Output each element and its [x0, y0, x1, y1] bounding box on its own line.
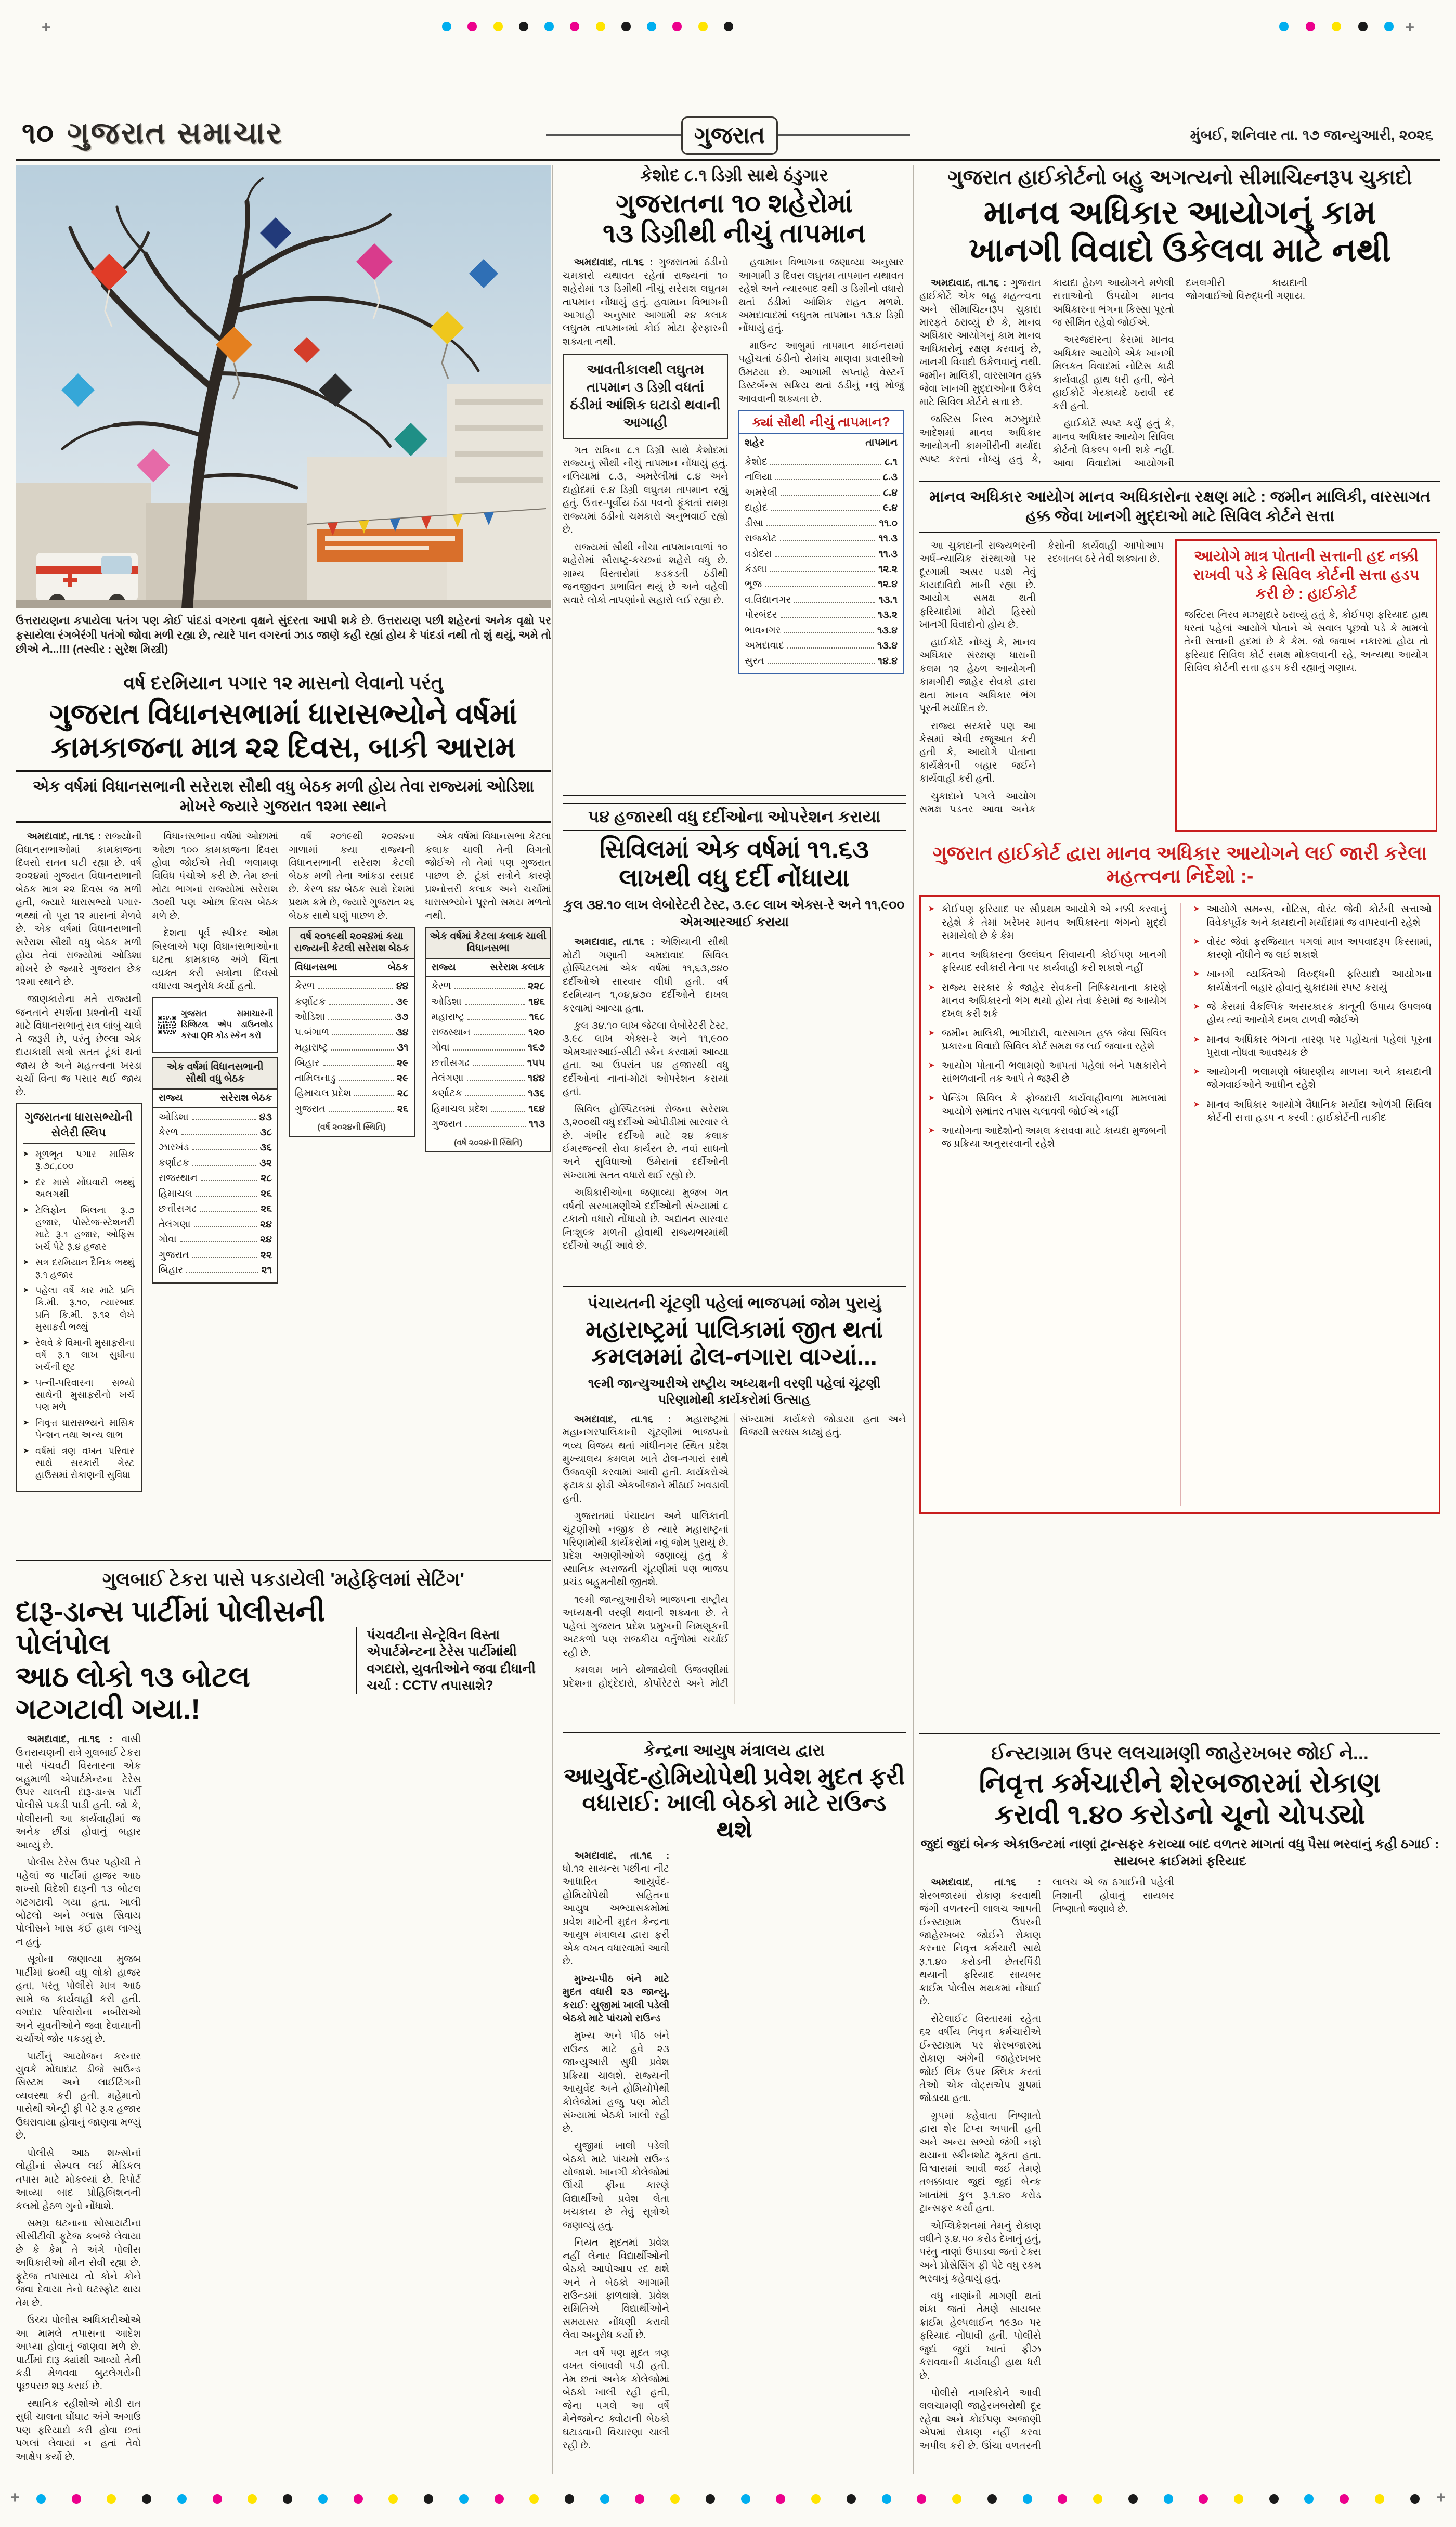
registration-dot — [1306, 22, 1315, 31]
directive-item: ➤ આયોગની ભલામણો બંધારણીય માળખા અને કાયદાની જોગવાઈઓને આધીન રહેશે — [1193, 1066, 1432, 1092]
article-headline: ગુજરાત વિધાનસભામાં ધારાસભ્યોને વર્ષમાં કામકાજના માત્ર ૨૨ દિવસ, બાકી આરામ — [49, 697, 517, 764]
table-row: વડોદરા ૧૧.૩ — [745, 548, 898, 560]
table-row: મહારાષ્ટ્ર ૧૬૮ — [431, 1012, 545, 1023]
paragraph: જસ્ટિસ નિરવ મઝમુદારે આદેશમાં માનવ અધિકાર આયોગની કામગીરીની મર્યાદા સ્પષ્ટ કરતાં નોંધ્યું હતું કે, કાયદા હેઠળ આયોગને મળેલી સત્તાઓનો ઉપયોગ માનવ અધિકારના ભંગના કિસ્સા પૂરતો જ સીમિત રહેવો જોઈએ. — [919, 277, 1174, 465]
table-row: ભૂજ ૧૨.૪ — [745, 579, 898, 590]
table-row: ઝારખંડ ૩૬ — [158, 1142, 272, 1154]
article-kicker: કેન્દ્રના આયુષ મંત્રાલય દ્વારા — [643, 1741, 825, 1759]
table-row: કેરળ ૩૮ — [158, 1126, 272, 1138]
dateline: અમદાવાદ, તા.૧૬ : — [27, 831, 101, 843]
article-body — [16, 1733, 551, 2476]
headline-row — [16, 1595, 551, 1726]
article-body — [563, 1849, 906, 2474]
article-boldlead: ૧૯મી જાન્યુઆરીએ રાષ્ટ્રીય અધ્યક્ષની વરણી પહેલાં ચૂંટણી પરિણામોથી કાર્યકરોમાં ઉત્સાહ — [588, 1376, 881, 1407]
dateline: અમદાવાદ, તા.૧૬ : — [931, 1877, 1041, 1888]
registration-dot — [882, 2494, 891, 2504]
table-row: ગોવા ૧૬૭ — [431, 1042, 545, 1054]
registration-cross: + — [1436, 2489, 1446, 2506]
table-body — [426, 977, 551, 1136]
photo-kites-in-tree — [16, 165, 551, 608]
article-high-court — [919, 165, 1440, 1726]
article-subhead: પંચવટીના સેન્ટ્રેવિન વિસ્તા એપાર્ટમેન્ટના ટેરેસ પાર્ટીમાંથી વગદારો, યુવતીઓને જવા દીધાની ચર્ચા : CCTV તપાસાશે? — [356, 1627, 551, 1694]
article-body — [919, 1876, 1440, 2464]
table-row: મહારાષ્ટ્ર ૩૧ — [295, 1042, 409, 1054]
paragraph: અધિકારીઓના જણાવ્યા મુજબ ગત વર્ષની સરખામણીએ દર્દીઓની સંખ્યામાં ૮ ટકાનો વધારો નોંધાયો છે. અદ્યતન સારવાર નિઃશુલ્ક મળતી હોવાથી રાજ્યભરમાંથી દર્દીઓ અહીં આવે છે. — [563, 1187, 729, 1252]
body-column-4 — [425, 830, 552, 1496]
table-row: હિમાચલ ૨૬ — [158, 1188, 272, 1199]
table-header: વિધાનસભા બેઠક — [290, 959, 414, 977]
registration-dot — [142, 2494, 151, 2504]
directive-item: ➤ માનવ અધિકારના ઉલ્લંઘન સિવાયની કોઈપણ ખાનગી ફરિયાદ સ્વીકારી તેના પર કાર્યવાહી કરી શકાશે નહીં — [928, 949, 1167, 975]
table-row: હિમાચલ પ્રદેશ ૨૮ — [295, 1088, 409, 1099]
photo-caption — [16, 614, 551, 657]
paragraph-list — [289, 830, 415, 923]
paragraph: ૧૯મી જાન્યુઆરીએ ભાજપના રાષ્ટ્રીય અધ્યક્ષની વરણી થવાની શક્યતા છે. તે પહેલાં ગુજરાત પ્રદેશ પ્રમુખની નિમણૂકની અટકળો પણ રાજકીય વર્તુળોમાં ચર્ચાઈ રહી છે. — [563, 1594, 729, 1658]
registration-dot — [529, 2494, 539, 2504]
article-liquor-party — [16, 1569, 551, 2476]
article-headline: ગુજરાતના ૧૦ શહેરોમાં ૧૩ ડિગ્રીથી નીચું તાપમાન — [603, 188, 866, 249]
table-row: ભાવનગર ૧૩.૪ — [745, 625, 898, 636]
registration-dot — [213, 2494, 222, 2504]
salary-item: ➤ વર્ષમાં ત્રણ વખત પરિવાર સાથે સરકારી ગેસ્ટ હાઉસમાં રોકાણની સુવિધા — [23, 1445, 135, 1482]
table-row: રાજસ્થાન ૧૨૦ — [431, 1027, 545, 1038]
paragraph-list — [16, 1856, 141, 2464]
registration-dot — [388, 2494, 398, 2504]
dateline: અમદાવાદ, તા.૧૬ : — [931, 277, 1007, 289]
table-row: ઓડિશા ૧૪૬ — [431, 996, 545, 1007]
paragraph: રાજ્યમાં સૌથી નીચા તાપમાનવાળાં ૧૦ શહેરોમાં સૌરાષ્ટ્ર-કચ્છનાં શહેરો વધુ છે. ગ્રામ્ય વિસ્તારોમાં કડકડતી ઠંડીથી જનજીવન પ્રભાવિત થયું છે અને વહેલી સવારે લોકો તાપણાંનો સહારો લઈ રહ્યા છે. — [563, 541, 728, 606]
paragraph: ઉચ્ચ પોલીસ અધિકારીઓએ આ મામલે તપાસના આદેશ આપ્યા હોવાનું જાણવા મળે છે. પાર્ટીમાં દારૂ ક્યાંથી આવ્યો તેની કડી મેળવવા બુટલેગરોની પૂછપરછ શરૂ કરાઈ છે. — [16, 2315, 141, 2392]
salary-items — [23, 1148, 135, 1482]
directives-right — [1180, 903, 1432, 1506]
article-body-2 — [919, 539, 1440, 832]
table-row: દાહોદ ૯.૪ — [745, 502, 898, 514]
table-row: બિહાર ૨૧ — [158, 1265, 272, 1276]
article-headline: નિવૃત્ત કર્મચારીને શેરબજારમાં રોકાણ કરાવી ૧.૪૦ કરોડનો ચૂનો ચોપડ્યો — [979, 1768, 1381, 1830]
table-header: રાજ્ય સરેરાશ બેઠક — [153, 1090, 278, 1107]
table-row: પોરબંદર ૧૩.૨ — [745, 610, 898, 621]
column-divider — [552, 165, 553, 2474]
paragraph: દેશના પૂર્વ સ્પીકર ઓમ બિરલાએ પણ વિધાનસભાઓના ઘટતા કામકાજ અંગે ચિંતા વ્યક્ત કરી સત્રોના દિવસો વધારવા અનુરોધ કર્યો હતો. — [152, 928, 278, 992]
table-body — [153, 1108, 278, 1282]
table-row: ગુજરાત ૨૬ — [295, 1103, 409, 1115]
article-fraud — [919, 1742, 1440, 2474]
registration-dot — [1375, 2494, 1384, 2504]
table-body — [739, 452, 903, 673]
table-row: રાજસ્થાન ૨૮ — [158, 1173, 272, 1184]
table-header: શહેર તાપમાન — [739, 434, 903, 452]
article-kicker: કેશોદ ૮.૧ ડિગ્રી સાથે ઠંડુગાર — [640, 165, 828, 185]
registration-dot — [1023, 2494, 1032, 2504]
table-row: સુરત ૧૪.૪ — [745, 655, 898, 667]
registration-dot — [519, 22, 528, 31]
registration-dot — [1358, 22, 1368, 31]
table-title: વર્ષ ૨૦૧૯થી ૨૦૨૪માં કયા રાજ્યની કેટલી સરેરાશ બેઠક — [290, 928, 414, 959]
salary-item: ➤ પત્ની-પરિવારના સભ્યો સાથેની મુસાફરીનો ખર્ચ પણ મળે — [23, 1377, 135, 1414]
paragraph: માઉન્ટ આબુમાં તાપમાન માઈનસમાં પહોંચતાં ઠંડીનો રોમાંચ માણવા પ્રવાસીઓ ઉમટયા છે. આગામી સપ્તાહે વેસ્ટર્ન ડિસ્ટર્બન્સ સક્રિય થતાં ઠંડીનું નવું મોજું આવવાની શક્યતા છે. — [738, 340, 904, 405]
table-row: વ.વિદ્યાનગર ૧૩.૧ — [745, 594, 898, 605]
registration-dot — [1164, 2494, 1173, 2504]
paragraph: અરજદારના કેસમાં માનવ અધિકાર આયોગે એક ખાનગી મિલકત વિવાદમાં નોટિસ કાઢી કાર્યવાહી હાથ ધરી હતી, જેને હાઈકોર્ટે ગેરકાયદે ઠરાવી રદ કરી હતી. — [1052, 334, 1174, 412]
registration-dot — [741, 2494, 750, 2504]
registration-marks-top-right — [1279, 22, 1394, 31]
article-headline: આયુર્વેદ-હોમિયોપેથી પ્રવેશ મુદત ફરી વધારાઈ: ખાલી બેઠકો માટે રાઉન્ડ થશે — [563, 1763, 905, 1843]
paragraph: મુખ્ય અને પીઠ બંને રાઉન્ડ માટે હવે ૨૩ જાન્યુઆરી સુધી પ્રવેશ પ્રક્રિયા ચાલશે. રાજ્યની આયુર્વેદ અને હોમિયોપેથી કોલેજોમાં હજુ પણ મોટી સંખ્યામાં બેઠકો ખાલી રહી છે. — [563, 2030, 670, 2134]
article-civil-hospital — [563, 803, 906, 1280]
paragraph: વધુ નાણાંની માગણી થતાં શંકા જતાં તેમણે સાયબર ક્રાઈમ હેલ્પલાઈન ૧૯૩૦ પર ફરિયાદ નોંધાવી હતી. પોલીસે જુદાં જુદાં ખાતાં ફ્રીઝ કરાવવાની કાર્યવાહી હાથ ધરી છે. — [919, 2290, 1041, 2381]
article-ayush — [563, 1741, 906, 2474]
article-divider — [563, 1286, 906, 1287]
table-row: અમદાવાદ ૧૩.૪ — [745, 640, 898, 652]
article-intro — [919, 277, 1440, 474]
article-boldlead: કુલ ૩૪.૧૦ લાખ લેબોરેટરી ટેસ્ટ, ૩.૯૮ લાખ એક્સ-રે અને ૧૧,૯૦૦ એમઆરઆઈ કરાયા — [564, 898, 905, 929]
paragraph: સમગ્ર ઘટનાના સોસાયટીના સીસીટીવી ફૂટેજ કબજે લેવાયા છે કે કેમ તે અંગે પોલીસ અધિકારીઓ મૌન સેવી રહ્યા છે. ફૂટેજ તપાસાય તો કોને કોને જવા દેવાયા તેનો ઘટસ્ફોટ થાય તેમ છે. — [16, 2218, 141, 2309]
registration-dot — [72, 2494, 81, 2504]
article-boldlead: જુદાં જુદાં બેન્ક એકાઉન્ટમાં નાણાં ટ્રાન્સફર કરાવ્યા બાદ વળતર માગતાં વધુ પૈસા ભરવાનું કહી ઠગાઈ : સાયબર ક્રાઈમમાં ફરિયાદ — [920, 1837, 1439, 1869]
page-number: ૧૦ — [22, 116, 54, 149]
directives-box — [919, 895, 1440, 1514]
article-divider — [563, 1732, 906, 1733]
paragraph: કુલ ૩૪.૧૦ લાખ જેટલા લેબોરેટરી ટેસ્ટ, ૩.૯૮ લાખ એક્સ-રે અને ૧૧,૯૦૦ એમઆરઆઈ-સીટી સ્કેન કરવામાં આવ્યા હતા. આ ઉપરાંત ૫૪ હજારથી વધુ દર્દીઓનાં નાનાં-મોટાં ઓપરેશન કરાયાં હતાં. — [563, 1020, 729, 1098]
paragraph: સિવિલ હોસ્પિટલમાં રોજના સરેરાશ ૩,૨૦૦થી વધુ દર્દીઓ ઓપીડીમાં સારવાર લે છે. ગંભીર દર્દીઓ માટે ૨૪ કલાક ઈમરજન્સી સેવા કાર્યરત છે. નવાં સાધનો અને સુવિધાઓ ઉમેરાતાં દર્દીઓની સંખ્યામાં સતત વધારો થઈ રહ્યો છે. — [563, 1104, 729, 1181]
table-row: નલિયા ૮.૩ — [745, 472, 898, 483]
lead-paragraph: અમદાવાદ, તા.૧૬ : શેરબજારમાં રોકાણ કરવાથી જંગી વળતરની લાલચ આપતી ઈન્સ્ટાગ્રામ ઉપરની જાહેરખબર જોઈને રોકાણ કરનાર નિવૃત્ત કર્મચારી સાથે રૂ.૧.૪૦ કરોડની છેતરપિંડી થયાની ફરિયાદ સાયબર ક્રાઈમ પોલીસ મથકમાં નોંધાઈ છે. — [919, 1877, 1041, 2007]
table-row: કર્ણાટક ૧૩૬ — [431, 1088, 545, 1099]
registration-dot — [495, 2494, 504, 2504]
body-column-2 — [152, 830, 279, 1496]
registration-dot — [698, 22, 708, 31]
directive-item: ➤ ખાનગી વ્યક્તિઓ વિરુદ્ધની ફરિયાદો આયોગના કાર્યક્ષેત્રની બહાર હોવાનું ચુકાદામાં સ્પષ્ટ કરાયું — [1193, 968, 1432, 994]
paragraph: એક વર્ષમાં વિધાનસભા કેટલા કલાક ચાલી તેની વિગતો જોઈએ તો તેમાં પણ ગુજરાત પાછળ છે. ટૂંકાં સત્રોને કારણે પ્રશ્નોત્તરી કલાક અને ચર્ચામાં ધારાસભ્યોને પૂરતો સમય મળતો નથી. — [425, 831, 551, 922]
article-body — [563, 256, 906, 678]
article-divider — [16, 1560, 551, 1561]
salary-box — [16, 1103, 142, 1492]
dateline: અમદાવાદ, તા.૧૬ : — [574, 937, 654, 948]
paragraph: પાર્ટીનું આયોજન કરનાર યુવકે મોંઘાદાટ ડીજે સાઉન્ડ સિસ્ટમ અને લાઈટિંગની વ્યવસ્થા કરી હતી. મહેમાનો પાસેથી એન્ટ્રી ફી પેટે રૂ.૨ હજાર ઉઘરાવાયા હોવાનું જાણવા મળ્યું છે. — [16, 2051, 141, 2142]
registration-dot — [670, 2494, 680, 2504]
table-row: કેશોદ ૮.૧ — [745, 456, 898, 468]
article-kicker: ૫૪ હજારથી વધુ દર્દીઓના ઓપરેશન કરાયા — [563, 803, 906, 831]
directive-item: ➤ આયોગના આદેશોનો અમલ કરાવવા માટે કાયદા મુજબની જ પ્રક્રિયા અનુસરવાની રહેશે — [928, 1124, 1167, 1151]
registration-dot — [1279, 22, 1289, 31]
lead-paragraph: અમદાવાદ, તા.૧૬ : ધો.૧૨ સાયન્સ પછીના નીટ આધારિત આયુર્વેદ-હોમિયોપેથી સહિતના આયુષ અભ્યાસક્રમોમાં પ્રવેશ માટેની મુદત કેન્દ્રના આયુષ મંત્રાલય દ્વારા ફરી એક વખત વધારવામાં આવી છે. — [563, 1850, 670, 1967]
table-title: એક વર્ષમાં વિધાનસભાની સૌથી વધુ બેઠક — [153, 1058, 278, 1090]
paragraph: વિધાનસભાના વર્ષમાં ઓછામાં ઓછા ૧૦૦ કામકાજના દિવસ હોવા જોઈએ તેવી ભલામણ વિવિધ પંચોએ કરી છે. તેમ છતાં મોટા ભાગનાં રાજ્યોમાં સરેરાશ ૩૦થી પણ ઓછા દિવસ બેઠક મળે છે. — [152, 831, 278, 922]
table-row: તેલંગણા ૨૪ — [158, 1219, 272, 1230]
article-assembly — [16, 672, 551, 1556]
article-kamalam — [563, 1294, 906, 1726]
registration-dot — [987, 2494, 997, 2504]
paragraph: સૂત્રોના જણાવ્યા મુજબ પાર્ટીમાં ૪૦થી વધુ લોકો હાજર હતા, પરંતુ પોલીસે માત્ર આઠ સામે જ કાર્યવાહી કરી હતી. વગદાર પરિવારોના નબીરાઓ અને યુવતીઓને જવા દેવાયાની ચર્ચાએ જોર પકડ્યું છે. — [16, 1954, 141, 2045]
article-kicker: ગુલબાઈ ટેકરા પાસે પકડાયેલી 'મહે​ફિલમાં સેટિંગ' — [102, 1569, 465, 1590]
directive-item: ➤ રાજ્ય સરકાર કે જાહેર સેવકની નિષ્ક્રિયતાના કારણે માનવ અધિકારનો ભંગ થયો હોય તેવા કેસમાં જ આયોગ દખલ કરી શકે — [928, 981, 1167, 1021]
registration-dot — [1128, 2494, 1138, 2504]
paragraph: આ ચુકાદાની રાજ્યભરની અર્ધ-ન્યાયિક સંસ્થાઓ પર દૂરગામી અસર પડશે તેવું કાયદાવિદો માની રહ્યા છે. આયોગ સમક્ષ થતી ફરિયાદોમાં મોટો હિસ્સો ખાનગી વિવાદોનો હોય છે. — [919, 540, 1036, 631]
registration-dot — [1269, 2494, 1279, 2504]
caption-text: ઉત્તરાયણના કપાયેલા પતંગ પણ કોઈ પાંદડાં વગરના વૃક્ષને સુંદરતા આપી શકે છે. ઉત્તરાયણ પછી શહેરનાં અનેક વૃક્ષો પર ફસાયેલા રંગબેરંગી પતંગો જોવા મળી રહ્યા છે, ત્યારે પાન વગરનાં ઝાડ જાણે કહી રહ્યાં હોય કે પાંદડાં નથી તો શું થયું, અમે તો છીએ ને...!!! — [16, 615, 551, 656]
registration-marks-bottom — [36, 2494, 1420, 2504]
registration-dot — [776, 2494, 785, 2504]
registration-dot — [493, 22, 503, 31]
paragraph-list — [16, 993, 142, 1099]
table-caption: (વર્ષ ૨૦૨૪ની સ્થિતિ) — [454, 1138, 523, 1147]
article-kicker: ગુજરાત હાઈકોર્ટનો બહુ અગત્યનો સીમાચિહ્નરૂપ ચુકાદો — [947, 166, 1412, 189]
qr-promo-box — [152, 997, 279, 1053]
paragraph-list — [425, 830, 552, 923]
photo-credit: (તસ્વીર : સુરેશ મિસ્ત્રી) — [73, 643, 168, 656]
salary-box-title: ગુજરાતના ધારાસભ્યોની સેલેરી સ્લિપ — [23, 1109, 135, 1144]
directive-item: ➤ જે કેસમાં વૈકલ્પિક અસરકારક કાનૂની ઉપાય ઉપલબ્ધ હોય ત્યાં આયોગે દખલ ટાળવી જોઈએ — [1193, 1001, 1432, 1027]
table-row: કર્ણાટક ૩૯ — [295, 996, 409, 1007]
lead-paragraph: અમદાવાદ, તા.૧૬ : ગુજરાત હાઈકોર્ટે એક બહુ મહત્ત્વના અને સીમાચિહ્નરૂપ ચુકાદા મારફતે ઠરાવ્યું છે કે, માનવ અધિકાર આયોગનું કામ માનવ અધિકારોનું રક્ષણ કરવાનું છે, ખાનગી વિવાદો ઉકેલવાનું નથી. જમીન માલિકી, વારસાગત હક્ક જેવા ખાનગી મુદ્દાઓના ઉકેલ માટે સિવિલ કોર્ટને સત્તા છે. — [919, 277, 1041, 408]
paragraph: પોલીસે નાગરિકોને આવી લલચામણી જાહેરખબરોથી દૂર રહેવા અને કોઈપણ અજાણી એપમાં રોકાણ નહીં કરવા અપીલ કરી છે. ઊંચા વળતરની લાલચ એ જ ઠગાઈની પહેલી નિશાની હોવાનું સાયબર નિષ્ણાતો જણાવે છે. — [919, 1877, 1174, 2452]
article-headline: મહારાષ્ટ્રમાં પાલિકામાં જીત થતાં કમલમમાં ઢોલ-નગારા વાગ્યાં... — [586, 1315, 883, 1370]
registration-dot — [467, 22, 477, 31]
registration-dot — [177, 2494, 187, 2504]
body-columns — [919, 539, 1164, 831]
registration-dot — [952, 2494, 961, 2504]
registration-dot — [635, 2494, 644, 2504]
registration-dot — [248, 2494, 257, 2504]
registration-dot — [724, 22, 733, 31]
paragraph: પોલીસ ટેરેસ ઉપર પહોંચી તે પહેલાં જ પાર્ટીમાં હાજર આઠ શખ્સો વિદેશી દારૂની ૧૩ બોટલ ગટગટાવી ગયા હતા. ખાલી બોટલો અને ગ્લાસ સિવાય પોલીસને ખાસ કંઈ હાથ લાગ્યું ન હતું. — [16, 1857, 141, 1948]
paragraph: વર્ષ ૨૦૧૯થી ૨૦૨૪ના ગાળામાં કયા રાજ્યની વિધાનસભાની સરેરાશ કેટલી બેઠક મળી તેના આંકડા રસપ્રદ છે. કેરળ ૪૪ બેઠક સાથે દેશમાં પ્રથમ ક્રમે છે, જ્યારે ગુજરાત ૨૬ બેઠક સાથે ઘણું પાછળ છે. — [289, 831, 415, 922]
temperature-table — [738, 410, 904, 674]
table-header: રાજ્ય સરેરાશ કલાક — [426, 959, 551, 977]
table-row: છત્તીસગઢ ૧૫૫ — [431, 1057, 545, 1069]
article-headline: માનવ અધિકાર આયોગનું કામ ખાનગી વિવાદો ઉકેલવા માટે નથી — [969, 195, 1391, 268]
dateline: અમદાવાદ, તા.૧૬ : — [574, 1414, 671, 1425]
registration-dot — [318, 2494, 328, 2504]
article-subhead-band: માનવ અધિકાર આયોગ માનવ અધિકારોના રક્ષણ માટે : જમીન માલિકી, વારસાગત હક્ક જેવા ખાનગી મુદ્દાઓ માટે સિવિલ કોર્ટને સત્તા — [919, 481, 1440, 533]
masthead-block — [22, 115, 283, 151]
table-row: બિહાર ૨૯ — [295, 1057, 409, 1069]
registration-dot — [706, 2494, 715, 2504]
paragraph: સ્થાનિક રહીશોએ મોડી રાત સુધી ચાલતા ઘોંઘાટ અંગે અગાઉ પણ ફરિયાદો કરી હોવા છતાં પગલાં લેવાયાં ન હતાં તેવો આક્ષેપ કર્યો છે. — [16, 2398, 141, 2463]
registration-dot — [1304, 2494, 1314, 2504]
body-column-1 — [16, 830, 142, 1496]
table-row: ગુજરાત ૨૨ — [158, 1249, 272, 1261]
salary-item: ➤ રેલવે કે વિમાની મુસાફરીના વર્ષે રૂ.૧ લાખ સુધીના ખર્ચની છૂટ — [23, 1337, 135, 1373]
registration-dot — [1199, 2494, 1208, 2504]
paragraph: ગ્રુપમાં કહેવાતા નિષ્ણાતો દ્વારા શેર ટિપ્સ અપાતી હતી અને અન્ય સભ્યો જંગી નફો થયાના સ્ક્રીનશોટ મૂકતા હતા. વિશ્વાસમાં આવી જઈ તેમણે તબક્કાવાર જુદાં જુદાં બેન્ક ખાતાંમાં કુલ રૂ.૧.૪૦ કરોડ ટ્રાન્સફર કર્યા હતા. — [919, 2110, 1041, 2214]
registration-dot — [1332, 22, 1341, 31]
table-row: તામિલનાડુ ૨૯ — [295, 1072, 409, 1084]
bold-subparagraph: મુખ્ય-પીઠ બંને માટે મુદત વધારી ૨૩ જાન્યુ. કરાઈ: યુજીમાં ખાલી પડેલી બેઠકો માટે પાંચમો રાઉન્ડ — [563, 1973, 670, 2024]
registration-dot — [1340, 2494, 1349, 2504]
paragraph: હાઈકોર્ટે નોંધ્યું કે, માનવ અધિકાર સંરક્ષણ ધારાની કલમ ૧૨ હેઠળ આયોગની કામગીરી જાહેર સેવકો દ્વારા થતા માનવ અધિકાર ભંગ પૂરતી મર્યાદિત છે. — [919, 637, 1036, 715]
registration-dot — [1093, 2494, 1102, 2504]
directive-item: ➤ વોરંટ જેવાં ફરજિયાત પગલાં માત્ર અપવાદરૂપ કિસ્સામાં, કારણો નોંધીને જ લઈ શકાશે — [1193, 936, 1432, 962]
paragraph: જાણકારોના મતે રાજ્યની જનતાને સ્પર્શતા પ્રશ્નોની ચર્ચા માટે વિધાનસભાનું સત્ર લાંબું ચાલે તે જરૂરી છે, પરંતુ છેલ્લા એક દાયકાથી સત્રો સતત ટૂંકાં થતાં જાય છે અને મહત્ત્વના ખરડા ચર્ચા વિના જ પસાર થઈ જાય છે. — [16, 994, 142, 1098]
section-title: ગુજરાત — [681, 116, 778, 155]
paragraph-list — [738, 256, 904, 406]
registration-dot — [442, 22, 451, 31]
registration-dot — [1234, 2494, 1243, 2504]
registration-dot — [621, 22, 631, 31]
table-most-sittings — [152, 1057, 279, 1283]
registration-dot — [647, 22, 656, 31]
registration-dot — [917, 2494, 926, 2504]
kites-tree-photo — [16, 165, 551, 608]
table-row: ડીસા ૧૧.૦ — [745, 517, 898, 529]
registration-dot — [565, 2494, 574, 2504]
salary-item: ➤ પહેલા વર્ષે કાર માટે પ્રતિ કિ.મી. રૂ.૧૦, ત્યારબાદ પ્રતિ કિ.મી. રૂ.૧૨ લેખે મુસાફરી ભથ્થું — [23, 1285, 135, 1333]
column-divider — [913, 165, 914, 2474]
dateline: અમદાવાદ, તા.૧૬ : — [574, 257, 653, 268]
table-title: ક્યાં સૌથી નીચું તાપમાન? — [739, 411, 903, 434]
paragraph: એપ્લિકેશનમાં તેમનું રોકાણ વધીને રૂ.૪.૫૦ કરોડ દેખાતું હતું, પરંતુ નાણાં ઉપાડવા જતાં ટેક્સ અને પ્રોસેસિંગ ફી પેટે વધુ રકમ ભરવાનું કહેવાયું હતું. — [919, 2220, 1041, 2285]
registration-dot — [672, 22, 682, 31]
table-row: ઓડિશા ૩૭ — [295, 1012, 409, 1023]
article-kicker: પંચાયતની ચૂંટણી પહેલાં ભાજપમાં જોમ પુરાયું — [587, 1294, 881, 1312]
registration-dot — [36, 2494, 46, 2504]
table-row: કંડલા ૧૨.૨ — [745, 563, 898, 575]
paragraph-list — [152, 830, 279, 993]
paragraph: સેટેલાઈટ વિસ્તારમાં રહેતા ૬૨ વર્ષીય નિવૃત્ત કર્મચારીએ ઈન્સ્ટાગ્રામ પર શેરબજારમાં રોકાણ અંગેની જાહેરખબર જોઈ લિંક ઉપર ક્લિક કરતાં તેઓ એક વોટ્સએપ ગ્રુપમાં જોડાયા હતા. — [919, 2013, 1041, 2104]
registration-dot — [1384, 22, 1394, 31]
registration-dot — [811, 2494, 821, 2504]
paragraph-list — [563, 444, 728, 607]
registration-dot — [1058, 2494, 1067, 2504]
lead-paragraph: અમદાવાદ, તા.૧૬ : ગુજરાતમાં ઠંડીનો ચમકારો યથાવત રહેતાં રાજ્યનાં ૧૦ શહેરોમાં ૧૩ ડિગ્રીથી નીચું સરેરાશ લઘુતમ તાપમાન નોંધાયું હતું. હવામાન વિભાગની આગાહી અનુસાર આગામી ૨૪ કલાક લઘુતમ તાપમાનમાં કોઈ મોટા ફેરફારની શક્યતા નથી. — [563, 257, 728, 347]
edition-dateline: મુંબઈ, શનિવાર તા. ૧૭ જાન્યુઆરી, ૨૦૨૬ — [1190, 127, 1433, 143]
registration-dot — [424, 2494, 433, 2504]
registration-dot — [1410, 2494, 1420, 2504]
lead-paragraph: અમદાવાદ, તા.૧૬ : રાજ્યોની વિધાનસભાઓમાં કામકાજના દિવસો સતત ઘટી રહ્યા છે. વર્ષ ૨૦૨૪માં ગુજરાત વિધાનસભાની બેઠક માત્ર ૨૨ દિવસ જ મળી હતી, જ્યારે ધારાસભ્યો પગાર-ભથ્થાં તો પૂરા ૧૨ માસનાં મેળવે છે. એક વર્ષમાં વિધાનસભાની સરેરાશ સૌથી વધુ બેઠક મળી હોય તેવાં રાજ્યોમાં ઓડિશા મોખરે છે જ્યારે ગુજરાત છેક ૧૨મા સ્થાને છે. — [16, 831, 142, 988]
paragraph: ચુકાદાને પગલે આયોગ સમક્ષ પડતર આવા અનેક કેસોની કાર્યવાહી આપોઆપ રદબાતલ ઠરે તેવી શક્યતા છે. — [919, 540, 1164, 815]
registration-dot — [354, 2494, 363, 2504]
quote-body: જસ્ટિસ નિરવ મઝમુદારે ઠરાવ્યું હતું કે, કોઈપણ ફરિયાદ હાથ ધરતાં પહેલાં આયોગે પોતાને એ સવાલ પૂછવો પડે કે મામલો તેની સત્તાની હદમાં છે કે કેમ. જો જવાબ નકારમાં હોય તો ફરિયાદ સિવિલ કોર્ટ સમક્ષ મોકલવાની રહે, અન્યથા આયોગ સિવિલ કોર્ટની સત્તા હડપ કરી રહ્યાનું ગણાય. — [1184, 610, 1428, 674]
article-divider — [919, 1733, 1440, 1734]
registration-cross: + — [1405, 19, 1414, 36]
directives-left — [928, 903, 1167, 1506]
table-hours — [425, 927, 552, 1152]
registration-dot — [600, 2494, 609, 2504]
paragraph-list — [919, 539, 1164, 831]
article-headline: દારૂ-ડાન્સ પાર્ટીમાં પોલીસની પોલંપોલ આઠ લોકો ૧૩ બોટલ ગટગટાવી ગયા.! — [16, 1595, 326, 1726]
masthead-logo: ગુજરાત સમાચાર — [67, 116, 283, 150]
salary-item: ➤ મૂળભૂત પગાર માસિક રૂ.૭૮,૮૦૦ — [23, 1148, 135, 1173]
paragraph: હાઈકોર્ટે સ્પષ્ટ કર્યું હતું કે, માનવ અધિકાર આયોગ સિવિલ કોર્ટનો વિકલ્પ બની શકે નહીં. આવા વિવાદોમાં આયોગની દખલગીરી કાયદાની જોગવાઈઓ વિરુદ્ધની ગણાય. — [1052, 277, 1307, 469]
article-weather — [563, 165, 906, 789]
paragraph: ગત વર્ષે પણ મુદત ત્રણ વખત લંબાવવી પડી હતી. તેમ છતાં અનેક કોલેજોમાં બેઠકો ખાલી રહી હતી, જેના પગલે આ વર્ષે મેનેજમેન્ટ ક્વોટાની બેઠકો ઘટાડવાની વિચારણા ચાલી રહી છે. — [563, 2347, 670, 2452]
table-row: કેરળ ૨૨૮ — [431, 981, 545, 992]
header-rule — [16, 159, 1440, 161]
registration-dot — [459, 2494, 469, 2504]
paragraph: પોલીસે આઠ શખ્સોનાં લોહીનાં સેમ્પલ લઈ મેડિકલ તપાસ માટે મોકલ્યાં છે. રિપોર્ટ આવ્યા બાદ પ્રોહિબિશનની કલમો હેઠળ ગુનો નોંધાશે. — [16, 2147, 141, 2212]
body-column-1 — [563, 256, 728, 678]
qr-code — [158, 1002, 176, 1048]
article-kicker: વર્ષ દરમિયાન પગાર ૧૨ માસનો લેવાનો પરંતુ — [123, 672, 444, 693]
quote-title: આયોગે માત્ર પોતાની સત્તાની હદ નક્કી રાખવી પડે કે સિવિલ કોર્ટની સત્તા હડપ કરી છે : હાઈકોર્ટ — [1193, 548, 1420, 603]
paragraph: હવામાન વિભાગના જણાવ્યા અનુસાર આગામી ૩ દિવસ લઘુતમ તાપમાન યથાવત રહેશે અને ત્યારબાદ ૨થી ૩ ડિગ્રીનો વધારો થતાં ઠંડીમાં આંશિક રાહત મળશે. અમદાવાદમાં લઘુતમ તાપમાન ૧૩.૪ ડિગ્રી નોંધાયું હતું. — [738, 257, 904, 334]
table-row: પ.બંગાળ ૩૪ — [295, 1027, 409, 1038]
salary-item: ➤ દર માસે મોંઘવારી ભથ્થું અલગથી — [23, 1176, 135, 1201]
article-headline: સિવિલમાં એક વર્ષમાં ૧૧.૬૩ લાખથી વધુ દર્દી નોંધાયા — [599, 835, 869, 892]
dateline: અમદાવાદ, તા.૧૬ : — [574, 1850, 670, 1861]
registration-dot — [596, 22, 605, 31]
table-row: ગોવા ૨૪ — [158, 1234, 272, 1246]
article-subhead: એક વર્ષમાં વિધાનસભાની સરેરાશ સૌથી વધુ બેઠક મળી હોય તેવા રાજ્યમાં ઓડિશા મોખરે જ્યારે ગુજરાત ૧૨મા સ્થાને — [16, 770, 551, 823]
salary-item: ➤ સત્ર દરમિયાન દૈનિક ભથ્થું રૂ.૧ હજાર — [23, 1256, 135, 1281]
lead-paragraph: અમદાવાદ, તા.૧૬ : મહારાષ્ટ્રમાં મહાનગરપાલિકાની ચૂંટણીમાં ભાજપનો ભવ્ય વિજય થતાં ગાંધીનગર સ્થિત પ્રદેશ મુખ્યાલય કમલમ ખાતે ઢોલ-નગારાં સાથે ઉજવણી કરવામાં આવી હતી. કાર્યકરોએ ફટાકડા ફોડી એકબીજાને મીઠાઈ ખવડાવી હતી. — [563, 1414, 729, 1505]
registration-marks-top — [442, 22, 733, 31]
court-quote-box — [1175, 539, 1437, 832]
forecast-box: આવતીકાલથી લઘુતમ તાપમાન ૩ ડિગ્રી વધતાં ઠંડીમાં આંશિક ઘટાડો થવાની આગાહી — [563, 354, 728, 438]
qr-promo-text: ગુજરાત સમાચારની ડિજિટલ એપ ડાઉનલોડ કરવા QR કોડ સ્કેન કરો — [181, 1009, 273, 1040]
directive-item: ➤ માનવ અધિકાર ભંગના તારણ પર પહોંચતાં પહેલાં પૂરતા પુરાવા નોંધવા આવશ્યક છે — [1193, 1033, 1432, 1060]
table-row: કર્ણાટક ૩૨ — [158, 1157, 272, 1169]
paragraph: રાજ્ય સરકારે પણ આ કેસમાં એવી રજૂઆત કરી હતી કે, આયોગે પોતાના કાર્યક્ષેત્રની બહાર જઈને કાર્યવાહી કરી હતી. — [919, 720, 1036, 785]
paragraph: ગુજરાતમાં પંચાયત અને પાલિકાની ચૂંટણીઓ નજીક છે ત્યારે મહારાષ્ટ્રનાં પરિણામોથી કાર્યકરોમાં નવું જોમ પુરાયું છે. પ્રદેશ અગ્રણીઓએ જણાવ્યું હતું કે સ્થાનિક સ્વરાજની ચૂંટણીમાં પણ ભાજપ પ્રચંડ બહુમતીથી જીતશે. — [563, 1511, 729, 1588]
registration-dot — [107, 2494, 116, 2504]
paragraph: ગત રાત્રિના ૮.૧ ડિગ્રી સાથે કેશોદમાં રાજ્યનું સૌથી નીચું તાપમાન નોંધાયું હતું. નલિયામાં ૮.૩, અમરેલીમાં ૮.૪ અને દાહોદમાં ૯.૪ ડિગ્રી લઘુતમ તાપમાન રહ્યું હતું. ઉત્તર-પૂર્વીય ઠંડા પવનો ફૂંકાતાં સમગ્ર રાજ્યમાં ઠંડીનો ચમકારો અનુભવાઈ રહ્યો છે. — [563, 445, 728, 536]
body-column-3 — [289, 830, 415, 1496]
table-row: છત્તીસગઢ ૨૬ — [158, 1203, 272, 1215]
paragraph: નિયત મુદતમાં પ્રવેશ નહીં લેનાર વિદ્યાર્થીઓની બેઠકો આપોઆપ રદ થશે અને તે બેઠકો આગામી રાઉન્ડમાં ફાળવાશે. પ્રવેશ સમિતિએ વિદ્યાર્થીઓને સમયસર નોંધણી કરાવી લેવા અનુરોધ કર્યો છે. — [563, 2237, 670, 2341]
directive-item: ➤ આયોગ પોતાની ભલામણો આપતાં પહેલાં બંને પક્ષકારોને સાંભળવાની તક આપે તે જરૂરી છે — [928, 1059, 1167, 1086]
table-row: ગુજરાત ૧૧૩ — [431, 1119, 545, 1130]
dateline: અમદાવાદ, તા.૧૬ : — [27, 1734, 113, 1745]
salary-item: ➤ નિવૃત્ત ધારાસભ્યને માસિક પેન્શન તથા અન્ય લાભ — [23, 1417, 135, 1442]
article-divider — [563, 795, 906, 796]
table-average-sittings — [289, 927, 415, 1137]
table-row: હિમાચલ પ્રદેશ ૧૬૪ — [431, 1103, 545, 1115]
table-row: રાજકોટ ૧૧.૩ — [745, 533, 898, 545]
directive-item: ➤ પેન્ડિંગ સિવિલ કે ફોજદારી કાર્યવાહીવાળા મામલામાં આયોગે સમાંતર તપાસ ચલાવવી જોઈએ નહીં — [928, 1092, 1167, 1119]
registration-dot — [570, 22, 579, 31]
article-body — [563, 936, 906, 1268]
paragraph: યુજીમાં ખાલી પડેલી બેઠકો માટે પાંચમો રાઉન્ડ યોજાશે. ખાનગી કોલેજોમાં ઊંચી ફીના કારણે વિદ્યાર્થીઓ પ્રવેશ લેતા ખચકાય છે તેવું સૂત્રોએ જણાવ્યું હતું. — [563, 2141, 670, 2231]
registration-dot — [544, 22, 554, 31]
registration-cross: + — [42, 19, 51, 36]
directives-title: ગુજરાત હાઈકોર્ટ દ્વારા માનવ અધિકાર આયોગને લઈ જારી કરેલા મહત્ત્વના નિર્દેશો :- — [932, 842, 1427, 887]
salary-item: ➤ ટેલિફોન બિલના રૂ.૭ હજાર, પોસ્ટેજ-સ્ટેશનરી માટે રૂ.૧ હજાર, ઓફિસ ખર્ચ પેટે રૂ.૪ હજાર — [23, 1204, 135, 1253]
registration-dot — [283, 2494, 292, 2504]
lead-paragraph: અમદાવાદ, તા.૧૬ : વાસી ઉત્તરાયણની રાત્રે ગુલબાઈ ટેકરા પાસે પંચવટી વિસ્તારના એક બહુમાળી એપાર્ટમેન્ટના ટેરેસ ઉપર ચાલતી દારૂ-ડાન્સ પાર્ટી પોલીસે પકડી પાડી હતી. જો કે, પોલીસની આ કાર્યવાહીમાં જ અનેક છીંડાં હોવાનું બહાર આવ્યું છે. — [16, 1734, 141, 1851]
table-caption: (વર્ષ ૨૦૨૪ની સ્થિતિ) — [317, 1123, 386, 1132]
registration-dot — [847, 2494, 856, 2504]
paragraph-list — [563, 1019, 729, 1253]
lead-paragraph: અમદાવાદ, તા.૧૬ : એશિયાની સૌથી મોટી ગણાતી અમદાવાદ સિવિલ હોસ્પિટલમાં એક વર્ષમાં ૧૧,૬૩,૭૪૦ દર્દીઓએ સારવાર લીધી હતી. વર્ષ દરમિયાન ૧,૦૪,૪૭૦ દર્દીઓને દાખલ કરવામાં આવ્યા હતા. — [563, 937, 729, 1014]
table-row: ઓડિશા ૪૩ — [158, 1111, 272, 1123]
directive-item: ➤ માનવ અધિકાર આયોગે વૈધાનિક મર્યાદા ઓળંગી સિવિલ કોર્ટની સત્તા હડપ ન કરવી : હાઈકોર્ટની તાકીદ — [1193, 1098, 1432, 1125]
article-body — [16, 830, 551, 1496]
table-row: અમરેલી ૮.૪ — [745, 487, 898, 498]
paragraph: કમલમ ખાતે યોજાયેલી ઉજવણીમાં પ્રદેશના હોદ્દેદારો, કોર્પોરેટરો અને મોટી સંખ્યામાં કાર્યકરો જોડાયા હતા અને વિજયી સરઘસ કાઢ્યું હતું. — [563, 1414, 906, 1689]
table-body — [290, 977, 414, 1121]
article-kicker: ઈન્સ્ટાગ્રામ ઉપર લલચામણી જાહેરખબર જોઈ ને... — [991, 1742, 1369, 1764]
table-row: તેલંગણા ૧૪૪ — [431, 1072, 545, 1084]
article-body — [563, 1413, 906, 1704]
directive-item: ➤ કોઈપણ ફરિયાદ પર સૌપ્રથમ આયોગે એ નક્કી કરવાનું રહેશે કે તેમાં ખરેખર માનવ અધિકારના ભંગનો મુદ્દો સમાયેલો છે કે કેમ — [928, 903, 1167, 942]
body-column-2 — [738, 256, 904, 678]
directive-item: ➤ જમીન માલિકી, ભાગીદારી, વારસાગત હક્ક જેવા સિવિલ પ્રકારના વિવાદો સિવિલ કોર્ટ સમક્ષ જ લઈ જવાના રહેશે — [928, 1027, 1167, 1054]
table-title: એક વર્ષમાં કેટલા કલાક ચાલી વિધાનસભા — [426, 928, 551, 959]
paragraph-list — [563, 2029, 669, 2452]
table-row: કેરળ ૪૪ — [295, 981, 409, 992]
directive-item: ➤ આયોગે સમન્સ, નોટિસ, વોરંટ જેવી કોર્ટની સત્તાઓ વિવેકપૂર્વક અને કાયદાની મર્યાદામાં જ વાપરવાની રહેશે — [1193, 903, 1432, 929]
registration-cross: + — [10, 2489, 20, 2506]
